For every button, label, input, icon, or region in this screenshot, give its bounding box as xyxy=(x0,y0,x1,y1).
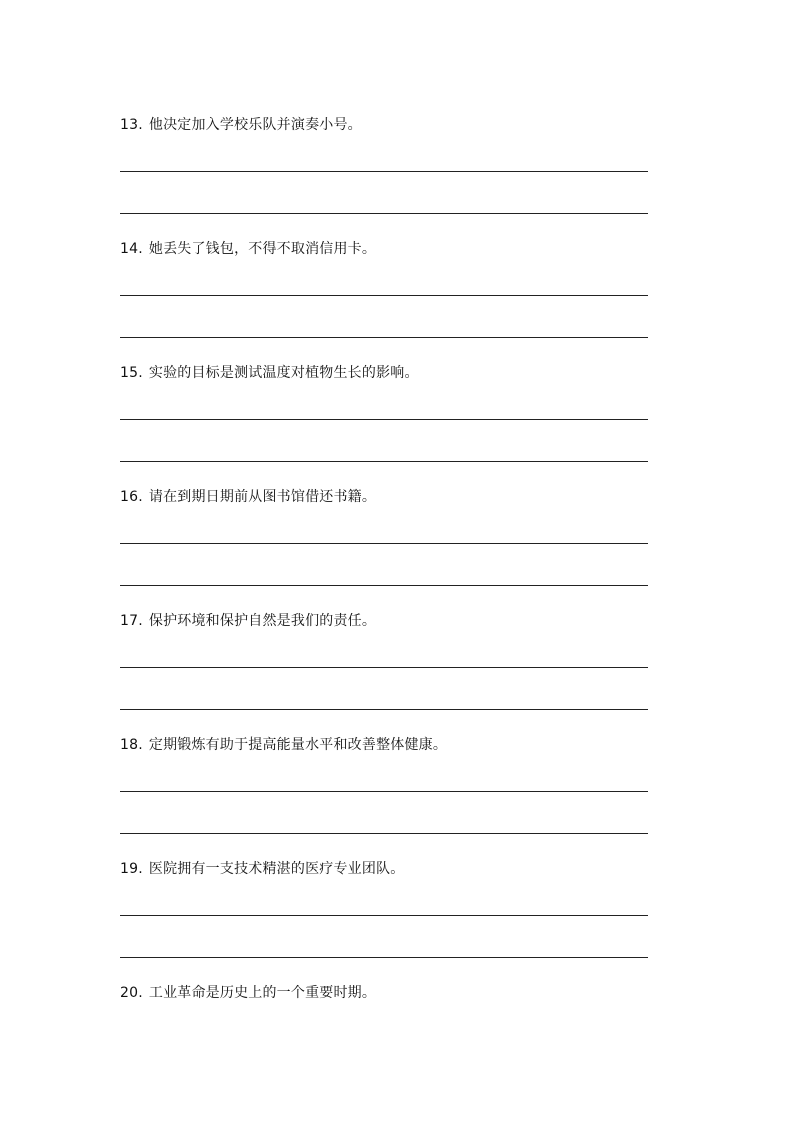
answer-line[interactable] xyxy=(120,791,648,792)
question-16 xyxy=(120,488,648,612)
question-text: 定期锻炼有助于提高能量水平和改善整体健康。 xyxy=(148,737,448,753)
answer-line[interactable] xyxy=(120,213,648,214)
question-text: 她丢失了钱包，不得不取消信用卡。 xyxy=(148,241,377,257)
question-prompt xyxy=(120,984,376,1002)
question-number: 19. xyxy=(120,861,143,877)
answer-line[interactable] xyxy=(120,667,648,668)
answer-line[interactable] xyxy=(120,585,648,586)
answer-line[interactable] xyxy=(120,337,648,338)
question-prompt xyxy=(120,240,376,258)
question-number: 17. xyxy=(120,613,143,629)
question-prompt xyxy=(120,488,376,506)
question-prompt xyxy=(120,364,419,382)
question-prompt xyxy=(120,860,404,878)
question-number: 13. xyxy=(120,117,143,133)
question-number: 16. xyxy=(120,489,143,505)
question-text: 他决定加入学校乐队并演奏小号。 xyxy=(148,117,362,133)
question-number: 14. xyxy=(120,241,143,257)
question-14 xyxy=(120,240,648,364)
question-15 xyxy=(120,364,648,488)
answer-line[interactable] xyxy=(120,543,648,544)
answer-line[interactable] xyxy=(120,709,648,710)
answer-line[interactable] xyxy=(120,957,648,958)
question-prompt xyxy=(120,612,376,630)
question-number: 15. xyxy=(120,365,143,381)
question-prompt xyxy=(120,116,362,134)
question-text: 工业革命是历史上的一个重要时期。 xyxy=(148,985,377,1001)
question-prompt xyxy=(120,736,447,754)
question-18 xyxy=(120,736,648,860)
question-number: 18. xyxy=(120,737,143,753)
answer-line[interactable] xyxy=(120,171,648,172)
answer-line[interactable] xyxy=(120,419,648,420)
question-17 xyxy=(120,612,648,736)
question-text: 医院拥有一支技术精湛的医疗专业团队。 xyxy=(148,861,405,877)
question-text: 请在到期日期前从图书馆借还书籍。 xyxy=(148,489,377,505)
question-text: 保护环境和保护自然是我们的责任。 xyxy=(148,613,377,629)
question-13 xyxy=(120,116,648,240)
answer-line[interactable] xyxy=(120,833,648,834)
answer-line[interactable] xyxy=(120,915,648,916)
question-19 xyxy=(120,860,648,984)
answer-line[interactable] xyxy=(120,461,648,462)
question-20 xyxy=(120,984,648,1014)
question-number: 20. xyxy=(120,985,143,1001)
answer-line[interactable] xyxy=(120,295,648,296)
question-text: 实验的目标是测试温度对植物生长的影响。 xyxy=(148,365,419,381)
